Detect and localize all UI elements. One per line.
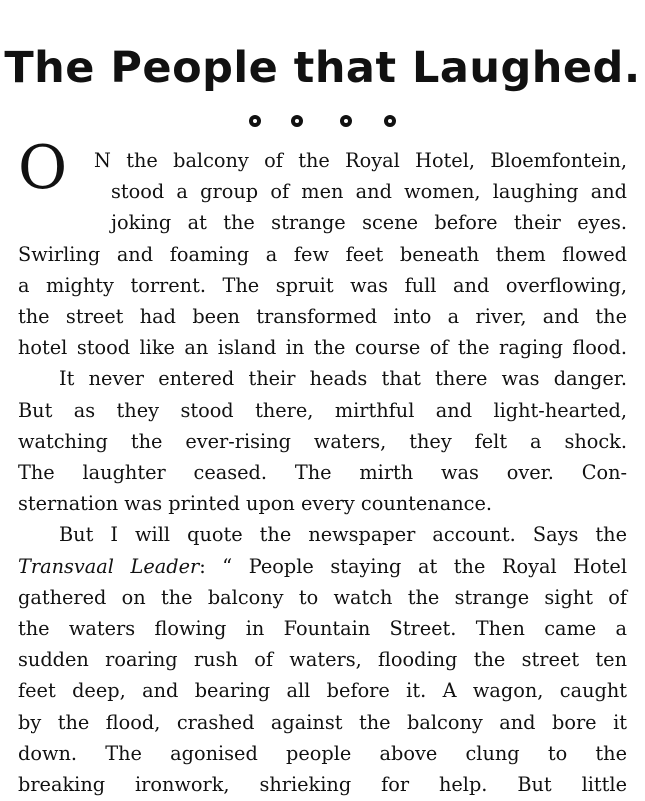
text-line: N the balcony of the Royal Hotel, Bloemfontein, — [94, 149, 627, 172]
ornament-dot-icon — [249, 115, 261, 127]
text-line: hotel stood like an island in the course of the raging flood. — [18, 336, 627, 359]
text-line: stood a group of men and women, laughing and — [111, 180, 627, 203]
text-line: joking at the strange scene before their eyes. — [111, 211, 627, 234]
drop-cap: O — [18, 133, 68, 203]
text-line: the waters flowing in Fountain Street. Then came a — [18, 617, 627, 640]
text-line: sudden roaring rush of waters, flooding the street ten — [18, 648, 627, 671]
text-line: feet deep, and bearing all before it. A wagon, caught — [18, 679, 627, 702]
newspaper-name: Transvaal Leader — [18, 555, 200, 578]
ornament-dot-icon — [291, 115, 303, 127]
text-line: But as they stood there, mirthful and light-hearted, — [18, 399, 627, 422]
text-line: by the flood, crashed against the balcony and bore it — [18, 711, 627, 734]
text-line: down. The agonised people above clung to the — [18, 742, 627, 765]
text-line: The laughter ceased. The mirth was over. Con- — [18, 461, 627, 484]
ornament-divider — [0, 115, 645, 129]
text-line: a mighty torrent. The spruit was full and overflowing, — [18, 274, 627, 297]
text-line: the street had been transformed into a river, and the — [18, 305, 627, 328]
ornament-dot-icon — [384, 115, 396, 127]
text-line: Transvaal Leader: “ People staying at the Royal Hotel — [18, 555, 627, 578]
text-line: watching the ever-rising waters, they felt a shock. — [18, 430, 627, 453]
ornament-dot-icon — [340, 115, 352, 127]
text-line: breaking ironwork, shrieking for help. But little — [18, 773, 627, 796]
text-line: But I will quote the newspaper account. Says the — [59, 523, 627, 546]
text-line: It never entered their heads that there was danger. — [59, 367, 627, 390]
text-line: sternation was printed upon every countenance. — [18, 492, 492, 515]
text-line: gathered on the balcony to watch the strange sight of — [18, 586, 627, 609]
text-line: Swirling and foaming a few feet beneath them flowed — [18, 243, 627, 266]
page-title: The People that Laughed. — [4, 43, 641, 93]
